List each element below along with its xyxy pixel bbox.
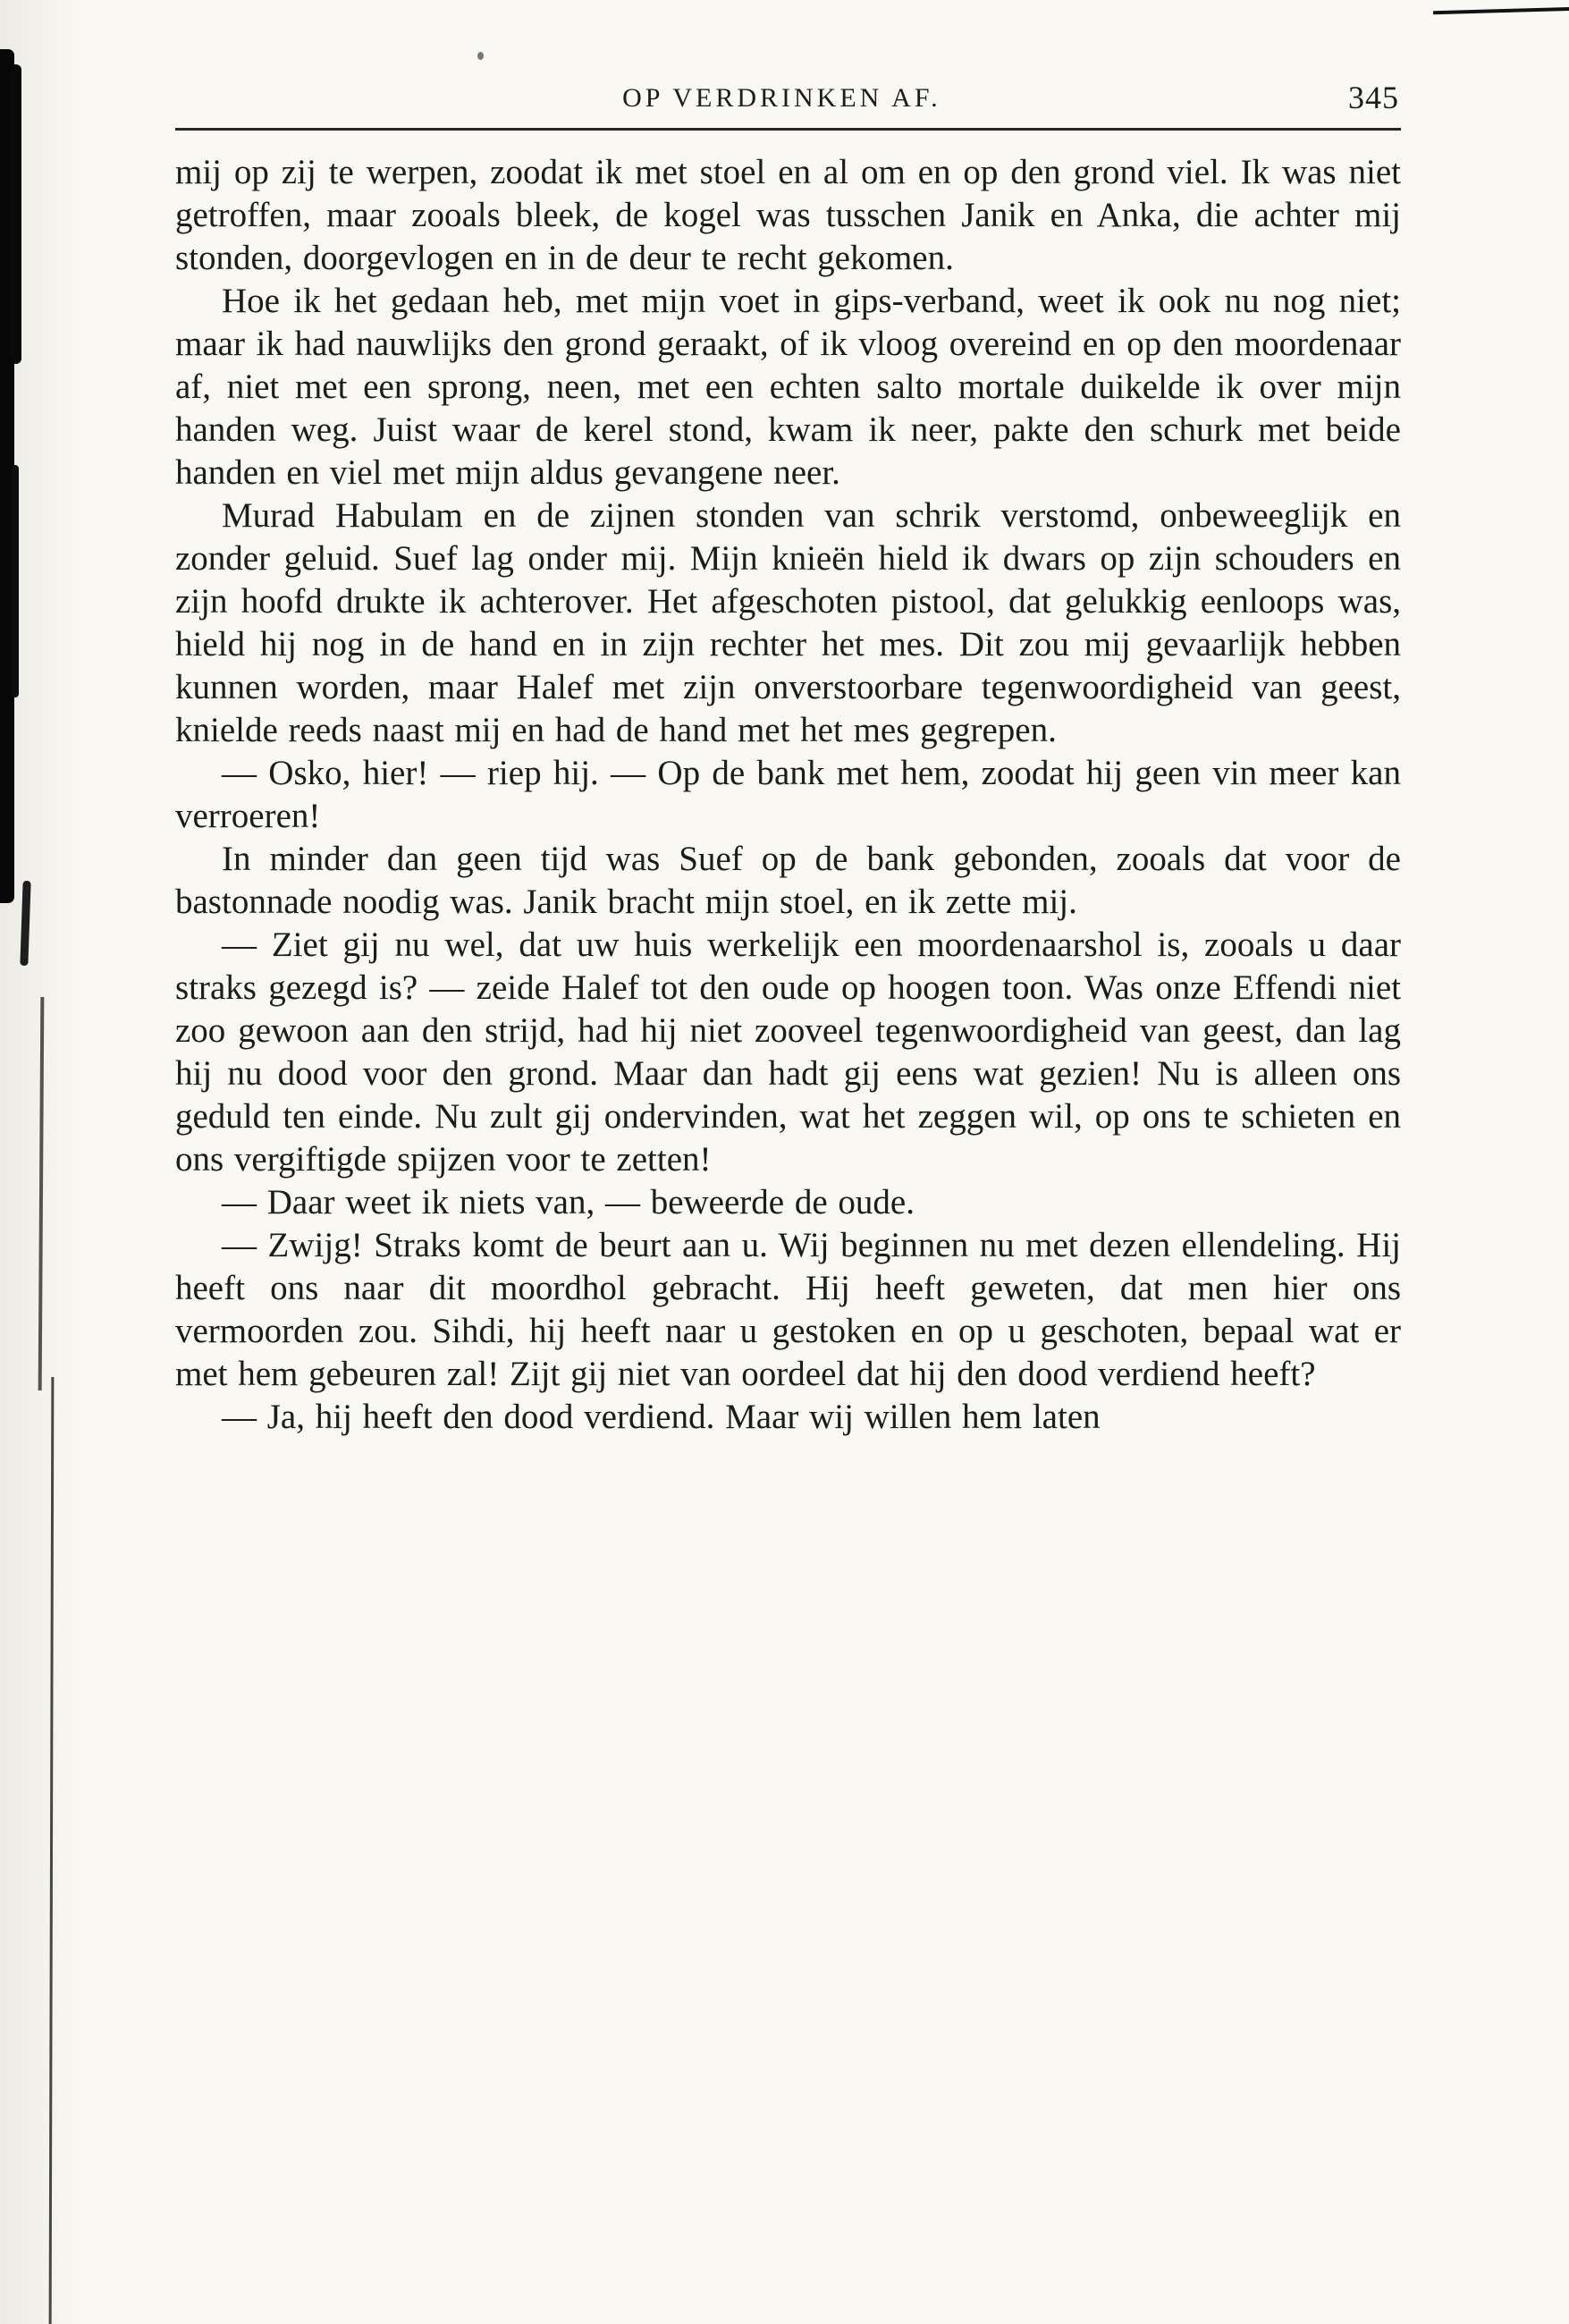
paragraph: Hoe ik het gedaan heb, met mijn voet in gips-verband, weet ik ook nu nog niet; maar ik had nauwlijks den grond geraakt, of ik vloog overeind en op den moordenaar af, niet met een sprong, neen, met een echten salto mortale duikelde ik over mijn handen weg. Juist waar de kerel stond, kwam ik neer, pakte den schurk met beide handen en viel met mijn aldus gevangene neer. — [175, 282, 1401, 492]
ink-smudge-artifact — [0, 49, 14, 903]
paragraph-continuation: mij op zij te werpen, zoodat ik met stoel en al om en op den grond viel. Ik was niet getroffen, maar zooals bleek, de kogel was tusschen Janik en Anka, die achter mij stonden, doorgevlogen en in de deur te recht gekomen. — [175, 153, 1401, 277]
paragraph-dialogue: — Daar weet ik niets van, — beweerde de oude. — [222, 1183, 915, 1221]
page-body — [175, 151, 1401, 1439]
paragraph-dialogue: — Osko, hier! — riep hij. — Op de bank met hem, zoodat hij geen vin meer kan verroeren! — [175, 754, 1401, 835]
page-header — [175, 79, 1401, 120]
paragraph-dialogue: — Zwijg! Straks komt de beurt aan u. Wij beginnen nu met dezen ellendeling. Hij heeft ons naar dit moordhol gebracht. Hij heeft geweten, dat men hier ons vermoorden zou. Sihdi, hij heeft naar u gestoken en op u geschoten, bepaal wat er met hem gebeuren zal! Zijt gij niet van oordeel dat hij den dood verdiend heeft? — [175, 1226, 1401, 1393]
paragraph-dialogue: — Ziet gij nu wel, dat uw huis werkelijk een moordenaarshol is, zooals u daar straks gezegd is? — zeide Halef tot den oude op hoogen toon. Was onze Effendi niet zoo gewoon aan den strijd, had hij niet zooveel tegenwoordigheid van geest, dan lag hij nu dood voor den grond. Maar dan hadt gij eens wat gezien! Nu is alleen ons geduld ten einde. Nu zult gij ondervinden, wat het zeggen wil, op ons te schieten en ons vergiftigde spijzen voor te zetten! — [175, 925, 1401, 1179]
header-rule — [175, 128, 1401, 131]
paragraph-dialogue: — Ja, hij heeft den dood verdiend. Maar wij willen hem laten — [222, 1398, 1101, 1436]
page-number: 345 — [1348, 80, 1399, 115]
ink-smudge-artifact — [20, 881, 30, 966]
ink-smudge-artifact — [12, 465, 19, 697]
corner-scan-line-artifact — [1433, 7, 1569, 14]
running-title: OP VERDRINKEN AF. — [622, 83, 941, 113]
ink-smudge-artifact — [10, 64, 21, 364]
scan-speck-artifact — [477, 52, 484, 60]
paragraph: Murad Habulam en de zijnen stonden van schrik verstomd, onbeweeglijk en zonder geluid. Suef lag onder mij. Mijn knieën hield ik dwars op zijn schouders en zijn hoofd drukte ik achterover. Het afgeschoten pistool, dat gelukkig eenloops was, hield hij nog in de hand en in zijn rechter het mes. Dit zou mij gevaarlijk hebben kunnen worden, maar Halef met zijn onverstoorbare tegenwoordigheid van geest, knielde reeds naast mij en had de hand met het mes gegrepen. — [175, 496, 1401, 749]
binding-crease-line — [49, 1377, 55, 2324]
binding-crease-line — [38, 997, 45, 1390]
paragraph: In minder dan geen tijd was Suef op de bank gebonden, zooals dat voor de bastonnade noodig was. Janik bracht mijn stoel, en ik zette mij. — [175, 840, 1401, 921]
